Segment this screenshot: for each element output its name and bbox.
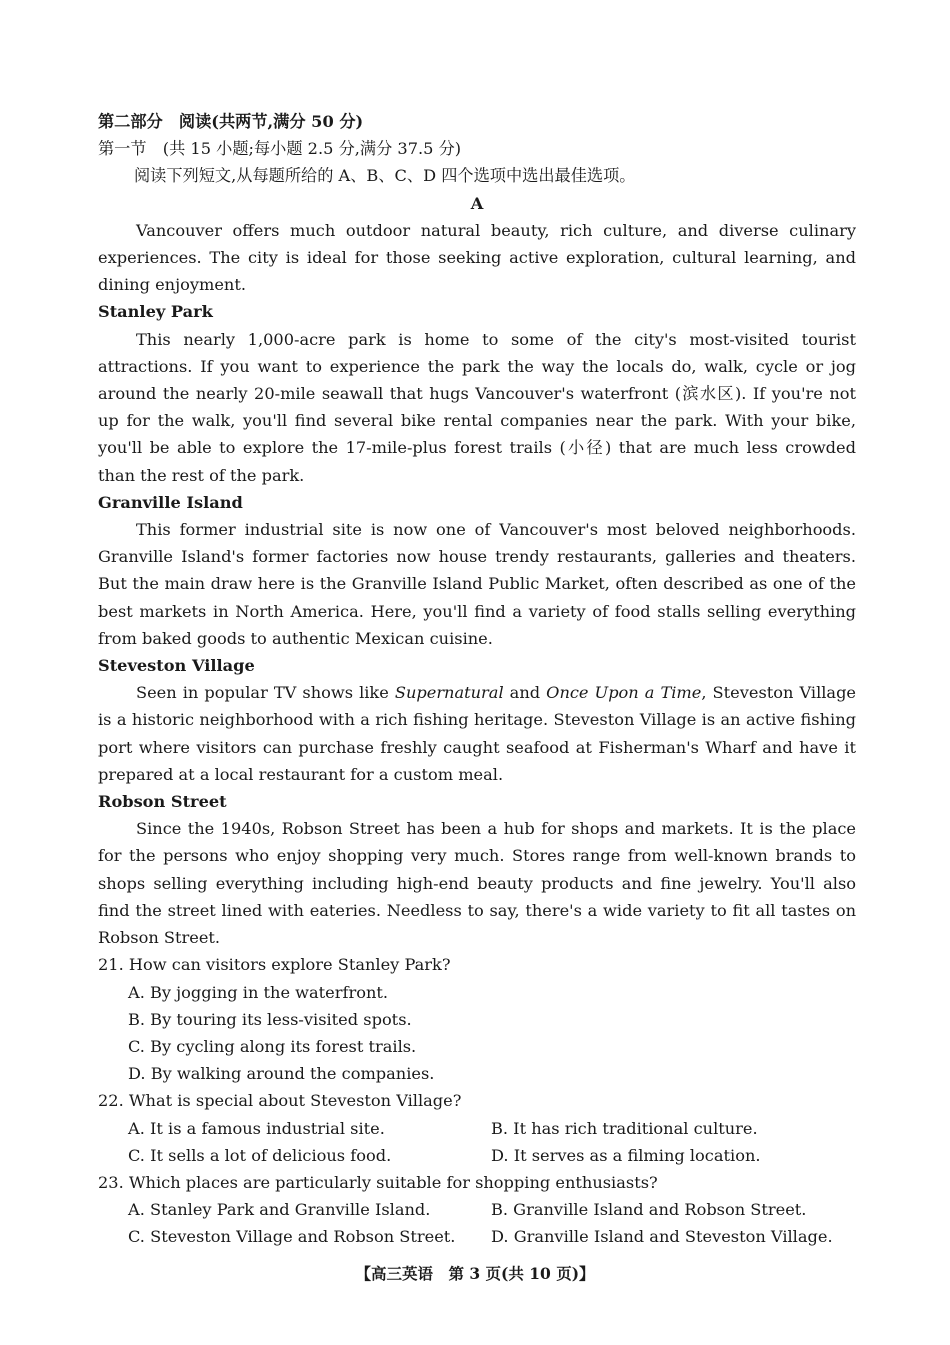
section-title-granville-island: Granville Island: [98, 492, 243, 512]
section-title-stanley-park: Stanley Park: [98, 302, 213, 322]
question-21: 21. How can visitors explore Stanley Park?: [98, 955, 451, 975]
steveston-text-and: and: [503, 683, 547, 703]
question-23-options-row-1: [98, 1196, 856, 1223]
section-text-granville-island: This former industrial site is now one of Vancouver's most beloved neighborhoods. Granville Island's former factories now house trendy restaurants, galleries and theaters. But the main draw here is the Granville Island Public Market, often described as one of the best markets in North America. Here, you'll find a variety of food stalls selling everything from baked goods to authentic Mexican cuisine.: [98, 520, 856, 648]
question-23-option-c: C. Steveston Village and Robson Street.: [128, 1227, 456, 1247]
part-header: 第二部分 阅读(共两节,满分 50 分): [98, 112, 364, 131]
passage-intro: Vancouver offers much outdoor natural beauty, rich culture, and diverse culinary experiences. The city is ideal for those seeking active exploration, cultural learning, and dining enjoyment.: [98, 220, 856, 295]
question-23-option-b: B. Granville Island and Robson Street.: [491, 1200, 807, 1220]
section-text-steveston-village: [98, 679, 856, 788]
instruction: 阅读下列短文,从每题所给的 A、B、C、D 四个选项中选出最佳选项。: [134, 166, 636, 186]
section-title-steveston-village: Steveston Village: [98, 656, 255, 676]
question-23-option-a: A. Stanley Park and Granville Island.: [128, 1200, 431, 1220]
section-text-robson-street: Since the 1940s, Robson Street has been a hub for shops and markets. It is the place for the persons who enjoy shopping very much. Stores range from well-known brands to shops selling everything including high-end beauty products and fine jewelry. You'll also find the street lined with eateries. Needless to say, there's a wide variety to fit all tastes on Robson Street.: [98, 819, 856, 948]
question-22: 22. What is special about Steveston Village?: [98, 1091, 462, 1111]
question-23: 23. Which places are particularly suitable for shopping enthusiasts?: [98, 1172, 658, 1192]
steveston-text-before: Seen in popular TV shows like: [136, 683, 395, 703]
question-22-options-row-1: [98, 1115, 856, 1142]
section-header: 第一节 (共 15 小题;每小题 2.5 分,满分 37.5 分): [98, 139, 462, 159]
question-22-option-a: A. It is a famous industrial site.: [128, 1118, 385, 1138]
question-22-option-c: C. It sells a lot of delicious food.: [128, 1145, 392, 1165]
question-22-option-d: D. It serves as a filming location.: [491, 1145, 761, 1165]
section-text-stanley-park: This nearly 1,000-acre park is home to some of the city's most-visited tourist attractions. If you want to experience the park the way the locals do, walk, cycle or jog around the nearly 20-mile seawall that hugs Vancouver's waterfront (滨水区). If you're not up for the walk, you'll find several bike rental companies near the park. With your bike, you'll be able to explore the 17-mile-plus forest trails (小径) that are much less crowded than the rest of the park.: [98, 329, 856, 485]
section-title-robson-street: Robson Street: [98, 792, 227, 812]
question-21-option-b: B. By touring its less-visited spots.: [128, 1009, 412, 1029]
question-21-option-c: C. By cycling along its forest trails.: [128, 1036, 417, 1056]
question-22-option-b: B. It has rich traditional culture.: [491, 1118, 758, 1138]
tv-show-once-upon-a-time: Once Upon a Time: [546, 683, 702, 703]
page-footer: 【高三英语 第 3 页(共 10 页)】: [355, 1264, 595, 1283]
question-21-option-d: D. By walking around the companies.: [128, 1064, 435, 1084]
question-22-options-row-2: [98, 1142, 856, 1169]
steveston-text-after: , Steveston Village is a historic neighborhood with a rich fishing heritage. Steveston Village is an active fishing port where visitors can purchase freshly caught seafood at Fisherman's Wharf and have it prepared at a local restaurant for a custom meal.: [98, 683, 857, 784]
question-21-option-a: A. By jogging in the waterfront.: [128, 982, 389, 1002]
exam-page: [98, 108, 856, 1251]
question-23-options-row-2: [98, 1223, 856, 1250]
question-23-option-d: D. Granville Island and Steveston Village.: [491, 1227, 833, 1247]
passage-label: A: [470, 193, 484, 213]
tv-show-supernatural: Supernatural: [394, 683, 504, 703]
